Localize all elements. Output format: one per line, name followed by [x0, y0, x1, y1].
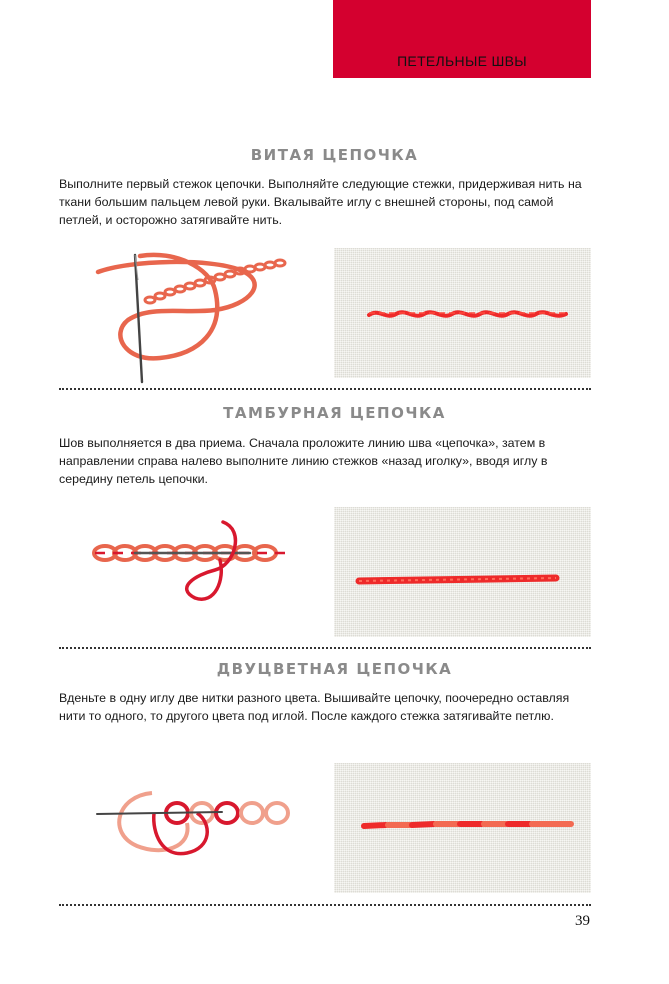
tambour-chain-diagram — [85, 520, 300, 605]
two-color-chain-sample-photo — [334, 763, 591, 893]
page-number: 39 — [575, 913, 590, 929]
twisted-chain-sample-photo — [334, 248, 591, 378]
twisted-chain-diagram — [90, 250, 300, 385]
section-text-twisted-chain: Выполните первый стежок цепочки. Выполняйте следующие стежки, придерживая нить на ткани большим пальцем левой руки. Вкалывайте иглу с внешней стороны, под самой петлей, и осторожно затягивайте нить. — [59, 177, 582, 227]
section-text-tambour-chain: Шов выполняется в два приема. Сначала проложите линию шва «цепочка», затем в направлении справа налево выполните линию стежков «назад иголку», вводя иглу в середину петель цепочки. — [59, 436, 548, 486]
section-header-tab — [333, 0, 591, 78]
section-title-tambour-chain: ТАМБУРНАЯ ЦЕПОЧКА — [223, 404, 446, 422]
section-title-twisted-chain: ВИТАЯ ЦЕПОЧКА — [250, 146, 419, 164]
tambour-chain-sample-photo — [334, 507, 591, 637]
section-divider — [59, 647, 591, 649]
section-header-label: ПЕТЕЛЬНЫЕ ШВЫ — [397, 53, 527, 69]
section-divider — [59, 388, 591, 390]
section-title-two-color-chain: ДВУЦВЕТНАЯ ЦЕПОЧКА — [216, 660, 453, 678]
section-text-two-color-chain: Вденьте в одну иглу две нитки разного цвета. Вышивайте цепочку, поочередно оставляя нити то одного, то другого цвета под иглой. После каждого стежка затягивайте петлю. — [59, 691, 570, 723]
two-color-chain-diagram — [92, 778, 297, 878]
section-divider — [59, 904, 591, 906]
